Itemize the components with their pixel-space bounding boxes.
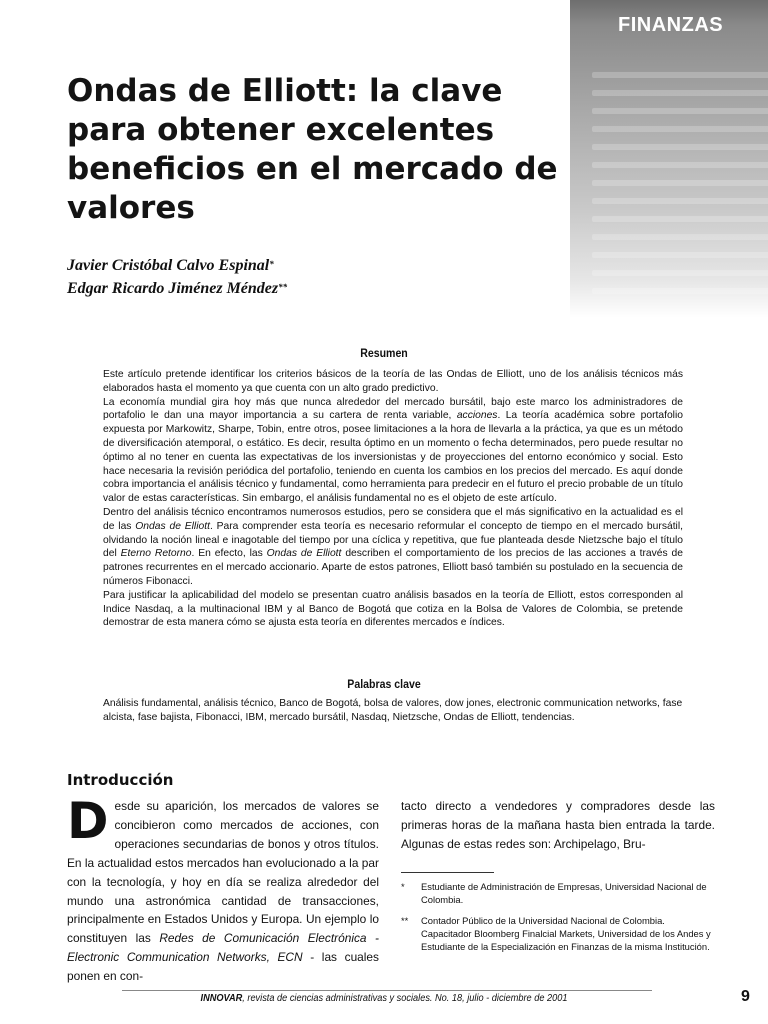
text-run: esde su aparición, los mercados de valores se concibieron como mercados de acciones, con operaciones secundarias de bonos y otros títulos. En la actualidad estos mercados han evolucionado a la par con la tecnología, y hoy en día se realiza alrededor del mundo una astronómica cantidad de transacciones, principalmente en Estados Unidos y Europa. Un ejemplo lo constituyen las bbox=[67, 799, 379, 946]
text-run: Para justificar la aplicabilidad del modelo se presentan cuatro análisis basados en la teoría de Elliott, estos corresponden al Indice Nasdaq, a la multinacional IBM y al Banco de Bogotá que cotiza en la Bolsa de Valores de Colombia, se pretende demostrar de esta manera cómo se ajusta esta teoría en diferentes mercados e índices. bbox=[103, 589, 683, 629]
footnote-text: Contador Público de la Universidad Nacional de Colombia. Capacitador Bloomberg Finalcial Markets, Universidad de los Andes y Estudiante de la Especialización en Finanzas de la misma Institución. bbox=[421, 915, 711, 953]
text-run: . La teoría académica sobre portafolio expuesta por Markowitz, Sharpe, Tobin, entre otros, posee limitaciones a la hora de llevarla a la práctica, ya que es un método de diversificación atemporal, o estático. Es decir, resulta óptimo en un momento o fecha determinados, pero puede resultar no óptimo al no tener en cuenta las expectativas de los inversionistas y de proyecciones del entorno económico y social. Esto hace necesaria la revisión periódica del portafolio, teniendo en cuenta los cambios en los precios del mercado. Es aquí donde cobra importancia el análisis técnico y fundamental, como herramienta para predecir en el futuro el precio probable de un título valor de estas características. Sin embargo, el análisis fundamental no es el objeto de este artículo. bbox=[103, 410, 683, 505]
author-name: Edgar Ricardo Jiménez Méndez bbox=[67, 280, 279, 297]
abstract-paragraph bbox=[103, 368, 683, 396]
italic-run: Ondas de Elliott bbox=[135, 520, 210, 532]
footnote-marker: * bbox=[401, 881, 405, 892]
text-run: - las cuales ponen en con- bbox=[67, 950, 379, 984]
body-column-left bbox=[67, 792, 379, 986]
introduction-heading: Introducción bbox=[67, 771, 174, 789]
journal-name: INNOVAR bbox=[200, 993, 243, 1004]
drop-cap: D bbox=[67, 792, 109, 850]
header-decorative-image bbox=[570, 0, 768, 318]
footnote bbox=[401, 880, 715, 906]
journal-citation bbox=[31, 993, 738, 1004]
author bbox=[67, 254, 287, 277]
italic-run: acciones bbox=[456, 410, 498, 422]
page-number: 9 bbox=[741, 988, 750, 1005]
footnote-marker: * bbox=[269, 259, 274, 269]
footnote-marker: ** bbox=[278, 282, 288, 292]
italic-run: Eterno Retorno bbox=[120, 548, 192, 560]
section-label: FINANZAS bbox=[618, 14, 724, 36]
text-run: describen el comportamiento de los precios de las acciones a través de patrones recurrentes en el mercado accionario. Aparte de estos patrones, Elliott basó también su postulado en la secuencia de números Fibonacci. bbox=[103, 548, 683, 587]
text-run: La economía mundial gira hoy más que nunca alrededor del mercado bursátil, bajo este marco los administradores de portafolio le dan una mayor importancia a su cartera de renta variable, bbox=[103, 396, 683, 422]
italic-run: Ondas de Elliott bbox=[266, 548, 342, 560]
article-title: Ondas de Elliott: la clave para obtener excelentes beneficios en el mercado de valores bbox=[67, 73, 558, 226]
abstract-body bbox=[103, 368, 683, 630]
text-run: Este artículo pretende identificar los criterios básicos de la teoría de las Ondas de Elliott, uno de los análisis técnicos más elaborados hasta el momento ya que cuenta con un alto grado predictivo. bbox=[103, 369, 683, 394]
italic-run: Redes de Comunicación Electrónica - Electronic Communication Networks, ECN bbox=[67, 931, 379, 965]
author-list bbox=[67, 254, 287, 300]
footnote-divider bbox=[401, 872, 494, 873]
text-run: Dentro del análisis técnico encontramos numerosos estudios, pero se considera que el más significativo en la actualidad es el de las bbox=[103, 506, 683, 532]
abstract-paragraph bbox=[103, 589, 683, 630]
footnote-marker: ** bbox=[401, 915, 409, 926]
footnote-text: Estudiante de Administración de Empresas, Universidad Nacional de Colombia. bbox=[421, 881, 707, 906]
abstract-paragraph bbox=[103, 506, 683, 589]
keywords-heading: Palabras clave bbox=[347, 677, 421, 691]
keywords-text: Análisis fundamental, análisis técnico, Banco de Bogotá, bolsa de valores, dow jones, electronic communication networks, fase alcista, fase bajista, Fibonacci, IBM, mercado bursátil, Nasdaq, Nietzsche, Ondas de Elliott, tendencias. bbox=[103, 698, 683, 723]
abstract-paragraph bbox=[103, 396, 683, 506]
text-run: . Para comprender esta teoría es necesario reformular el concepto de tiempo en el mercado bursátil, olvidando la noción lineal e inagotable del tiempo por una cíclica y repetitiva, que fue planteada desde Nietzsche bajo el título del bbox=[103, 520, 683, 560]
abstract-heading: Resumen bbox=[360, 346, 408, 360]
author-name: Javier Cristóbal Calvo Espinal bbox=[67, 257, 270, 274]
body-column-right: tacto directo a vendedores y compradores desde las primeras horas de la mañana hasta bien entrada la tarde. Algunas de estas redes son: Archipelago, Bru- bbox=[401, 799, 715, 851]
journal-details: , revista de ciencias administrativas y sociales. No. 18, julio - diciembre de 2001 bbox=[242, 993, 568, 1004]
text-run: . En efecto, las bbox=[191, 548, 267, 560]
author bbox=[67, 277, 287, 300]
footer-divider bbox=[122, 990, 652, 991]
footnote bbox=[401, 914, 715, 954]
